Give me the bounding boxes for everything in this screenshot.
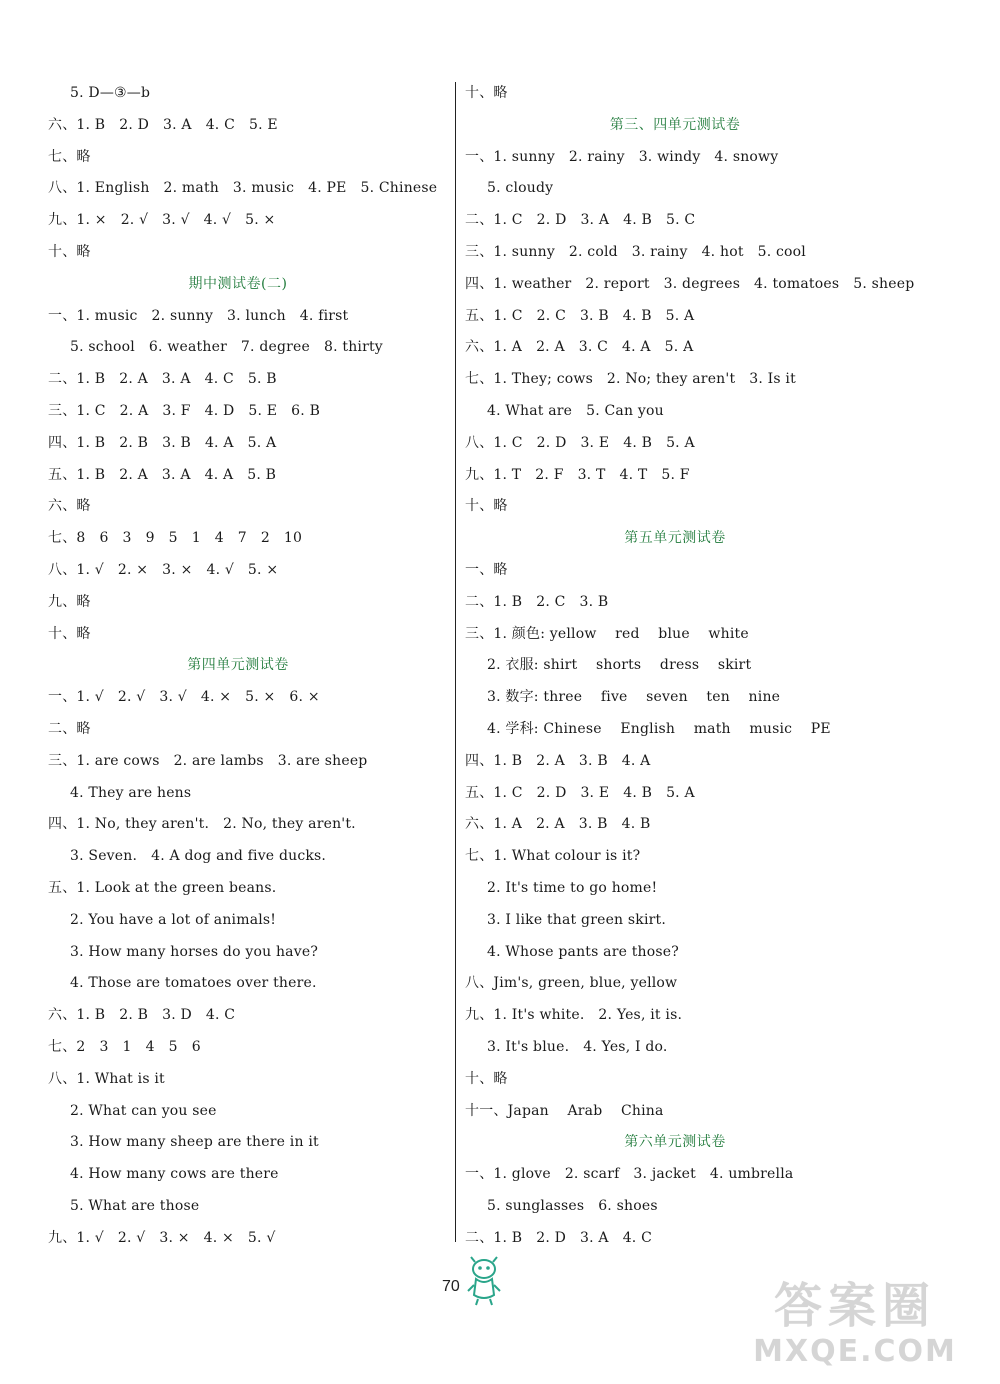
answer-line: 二、1. B 2. D 3. A 4. C	[465, 1229, 653, 1246]
answer-line: 3. How many sheep are there in it	[70, 1134, 319, 1151]
answer-line: 4. What are 5. Can you	[487, 402, 664, 419]
answer-line: 九、略	[48, 593, 91, 610]
answer-line: 八、1. English 2. math 3. music 4. PE 5. Chinese	[48, 180, 438, 197]
answer-line: 3. How many horses do you have?	[70, 943, 319, 960]
answer-line: 六、1. A 2. A 3. C 4. A 5. A	[465, 339, 694, 356]
answer-line: 3. I like that green skirt.	[487, 911, 667, 928]
answer-line: 六、1. A 2. A 3. B 4. B	[465, 816, 651, 833]
right-column	[465, 78, 915, 1254]
answer-line: 5. cloudy	[487, 180, 554, 197]
section-heading: 第四单元测试卷	[187, 657, 289, 674]
answer-line: 四、1. B 2. A 3. B 4. A	[465, 752, 651, 769]
answer-line: 四、1. No, they aren't. 2. No, they aren't.	[48, 816, 356, 833]
answer-line: 3. 数字: three five seven ten nine	[487, 689, 781, 706]
answer-line: 2. You have a lot of animals!	[70, 911, 277, 928]
answer-line: 二、略	[48, 720, 91, 737]
answer-line: 4. How many cows are there	[70, 1166, 279, 1183]
answer-line: 二、1. B 2. C 3. B	[465, 593, 609, 610]
answer-line: 十一、Japan Arab China	[465, 1102, 664, 1119]
answer-line: 2. It's time to go home!	[487, 879, 658, 896]
section-heading: 第三、四单元测试卷	[609, 116, 741, 133]
watermark	[720, 1278, 990, 1378]
answer-line: 十、略	[465, 1070, 508, 1087]
answer-line: 三、1. C 2. A 3. F 4. D 5. E 6. B	[48, 402, 321, 419]
answer-line: 八、1. What is it	[48, 1070, 165, 1087]
answer-line: 5. What are those	[70, 1197, 200, 1214]
answer-line: 七、1. They; cows 2. No; they aren't 3. Is it	[465, 371, 796, 388]
section-heading: 期中测试卷(二)	[188, 275, 288, 292]
answer-line: 3. It's blue. 4. Yes, I do.	[487, 1038, 668, 1055]
answer-line: 一、略	[465, 561, 508, 578]
answer-line: 三、1. 颜色: yellow red blue white	[465, 625, 749, 642]
answer-line: 十、略	[48, 625, 91, 642]
answer-line: 4. They are hens	[70, 784, 192, 801]
answer-line: 五、1. C 2. D 3. E 4. B 5. A	[465, 784, 695, 801]
answer-line: 五、1. C 2. C 3. B 4. B 5. A	[465, 307, 695, 324]
answer-line: 十、略	[465, 85, 508, 101]
answer-line: 3. Seven. 4. A dog and five ducks.	[70, 848, 327, 865]
answer-line: 九、1. × 2. √ 3. √ 4. √ 5. ×	[48, 212, 276, 229]
answer-line: 二、1. B 2. A 3. A 4. C 5. B	[48, 371, 277, 388]
answer-line: 4. Whose pants are those?	[487, 943, 679, 960]
answer-line: 二、1. C 2. D 3. A 4. B 5. C	[465, 212, 696, 229]
answer-line: 五、1. Look at the green beans.	[48, 879, 277, 896]
answer-line: 九、1. It's white. 2. Yes, it is.	[465, 1007, 683, 1024]
answer-line: 2. 衣服: shirt shorts dress skirt	[487, 657, 752, 674]
answer-line: 一、1. √ 2. √ 3. √ 4. × 5. × 6. ×	[48, 689, 320, 706]
answer-line: 一、1. glove 2. scarf 3. jacket 4. umbrella	[465, 1166, 794, 1183]
answer-line: 十、略	[48, 243, 91, 260]
page-number: 70	[442, 1278, 460, 1295]
answer-line: 八、1. C 2. D 3. E 4. B 5. A	[465, 434, 695, 451]
answer-line: 六、1. B 2. B 3. D 4. C	[48, 1007, 236, 1024]
column-divider	[455, 82, 456, 1242]
answer-line: 八、Jim's, green, blue, yellow	[465, 975, 678, 992]
answer-line: 4. 学科: Chinese English math music PE	[487, 720, 831, 737]
answer-line: 四、1. weather 2. report 3. degrees 4. tomatoes 5. sheep	[465, 275, 915, 292]
answer-line: 2. What can you see	[70, 1102, 217, 1119]
mascot-icon	[466, 1255, 502, 1307]
answer-line: 一、1. music 2. sunny 3. lunch 4. first	[48, 307, 349, 324]
watermark-bottom: MXQE.COM	[753, 1334, 957, 1369]
answer-line: 三、1. are cows 2. are lambs 3. are sheep	[48, 752, 368, 769]
answer-line: 三、1. sunny 2. cold 3. rainy 4. hot 5. cool	[465, 243, 806, 260]
answer-line: 4. Those are tomatoes over there.	[70, 975, 317, 992]
answer-line: 七、2 3 1 4 5 6	[48, 1038, 201, 1055]
answer-line: 5. D—③—b	[70, 85, 151, 101]
watermark-top: 答案圈	[773, 1278, 936, 1334]
answer-line: 一、1. sunny 2. rainy 3. windy 4. snowy	[465, 148, 779, 165]
answer-line: 九、1. √ 2. √ 3. × 4. × 5. √	[48, 1229, 276, 1246]
answer-line: 六、1. B 2. D 3. A 4. C 5. E	[48, 116, 278, 133]
answer-line: 七、1. What colour is it?	[465, 848, 641, 865]
answer-line: 七、略	[48, 148, 91, 165]
left-column	[48, 78, 438, 1254]
answer-line: 五、1. B 2. A 3. A 4. A 5. B	[48, 466, 277, 483]
answer-line: 六、略	[48, 498, 91, 515]
answer-line: 七、8 6 3 9 5 1 4 7 2 10	[48, 530, 303, 547]
answer-line: 八、1. √ 2. × 3. × 4. √ 5. ×	[48, 561, 279, 578]
answer-line: 5. school 6. weather 7. degree 8. thirty	[70, 339, 383, 356]
section-heading: 第五单元测试卷	[624, 530, 726, 547]
answer-line: 十、略	[465, 498, 508, 515]
answer-line: 四、1. B 2. B 3. B 4. A 5. A	[48, 434, 277, 451]
answer-line: 九、1. T 2. F 3. T 4. T 5. F	[465, 466, 690, 483]
section-heading: 第六单元测试卷	[624, 1134, 726, 1151]
answer-line: 5. sunglasses 6. shoes	[487, 1197, 658, 1214]
